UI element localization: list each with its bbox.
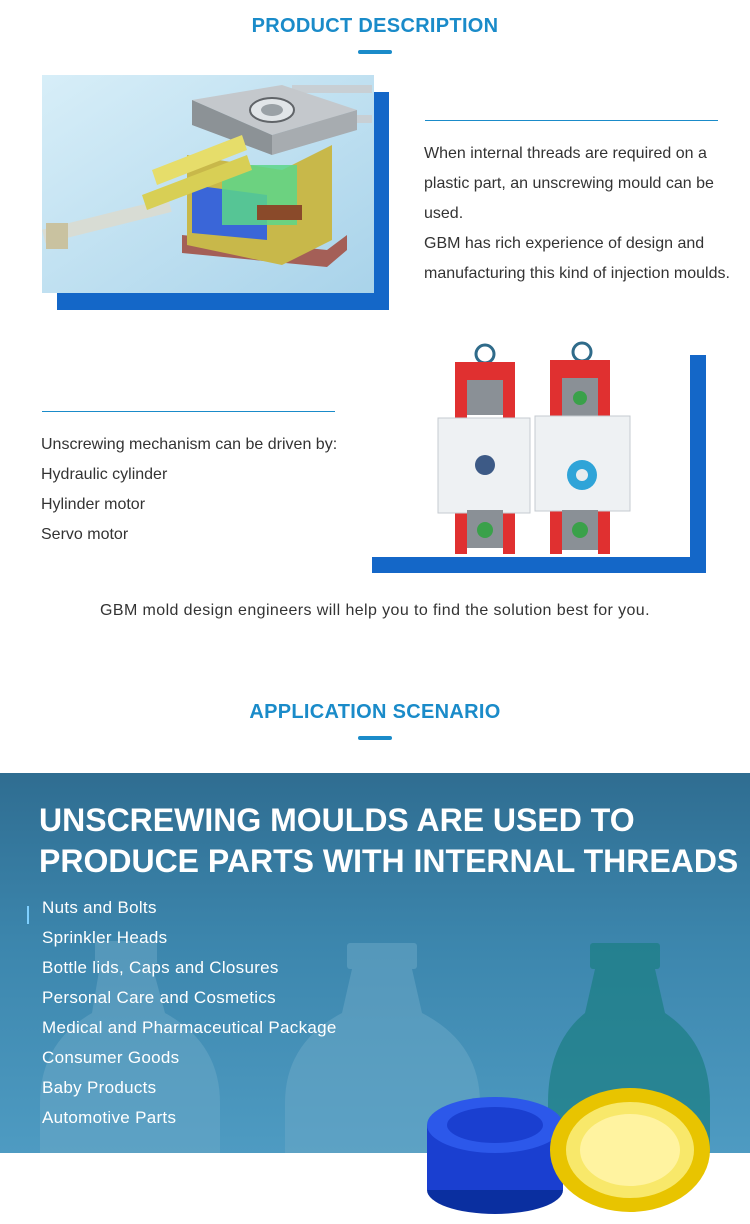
para1-line: GBM has rich experience of design and [424,235,705,252]
divider-line [42,411,335,412]
list-item: Baby Products [42,1078,157,1097]
description-paragraph-1 [424,139,744,289]
para1-line: manufacturing this kind of injection moulds. [424,265,730,282]
banner-title-line: UNSCREWING MOULDS ARE USED TO [39,802,635,838]
para1-line: When internal threads are required on a [424,145,707,162]
bottle-caps-image [420,1080,720,1220]
closing-statement: GBM mold design engineers will help you to find the solution best for you. [100,602,650,619]
para2-line: Servo motor [41,526,129,543]
product-description-heading: PRODUCT DESCRIPTION [251,15,499,37]
divider-line [425,120,718,121]
list-item: Personal Care and Cosmetics [42,988,276,1007]
list-accent-marker [27,906,29,924]
list-item: Medical and Pharmaceutical Package [42,1018,337,1037]
image-frame-horizontal [372,557,706,573]
application-list [42,893,337,1133]
para2-line: Hylinder motor [41,496,146,513]
banner-title [39,800,739,882]
application-scenario-heading: APPLICATION SCENARIO [249,701,501,723]
para2-line: Hydraulic cylinder [41,466,168,483]
banner-title-line: PRODUCE PARTS WITH INTERNAL THREADS [39,843,739,879]
list-item: Nuts and Bolts [42,898,157,917]
para1-line: used. [424,205,464,222]
list-item: Bottle lids, Caps and Closures [42,958,279,977]
list-item: Consumer Goods [42,1048,180,1067]
heading-underline [358,736,392,740]
unscrewing-mould-drawing-image [430,340,690,557]
para1-line: plastic part, an unscrewing mould can be [424,175,714,192]
image-frame-vertical [690,355,706,573]
list-item: Sprinkler Heads [42,928,168,947]
list-item: Automotive Parts [42,1108,177,1127]
heading-underline [358,50,392,54]
para2-line: Unscrewing mechanism can be driven by: [41,436,338,453]
description-paragraph-2 [41,430,361,550]
unscrewing-mould-3d-image [42,75,374,293]
